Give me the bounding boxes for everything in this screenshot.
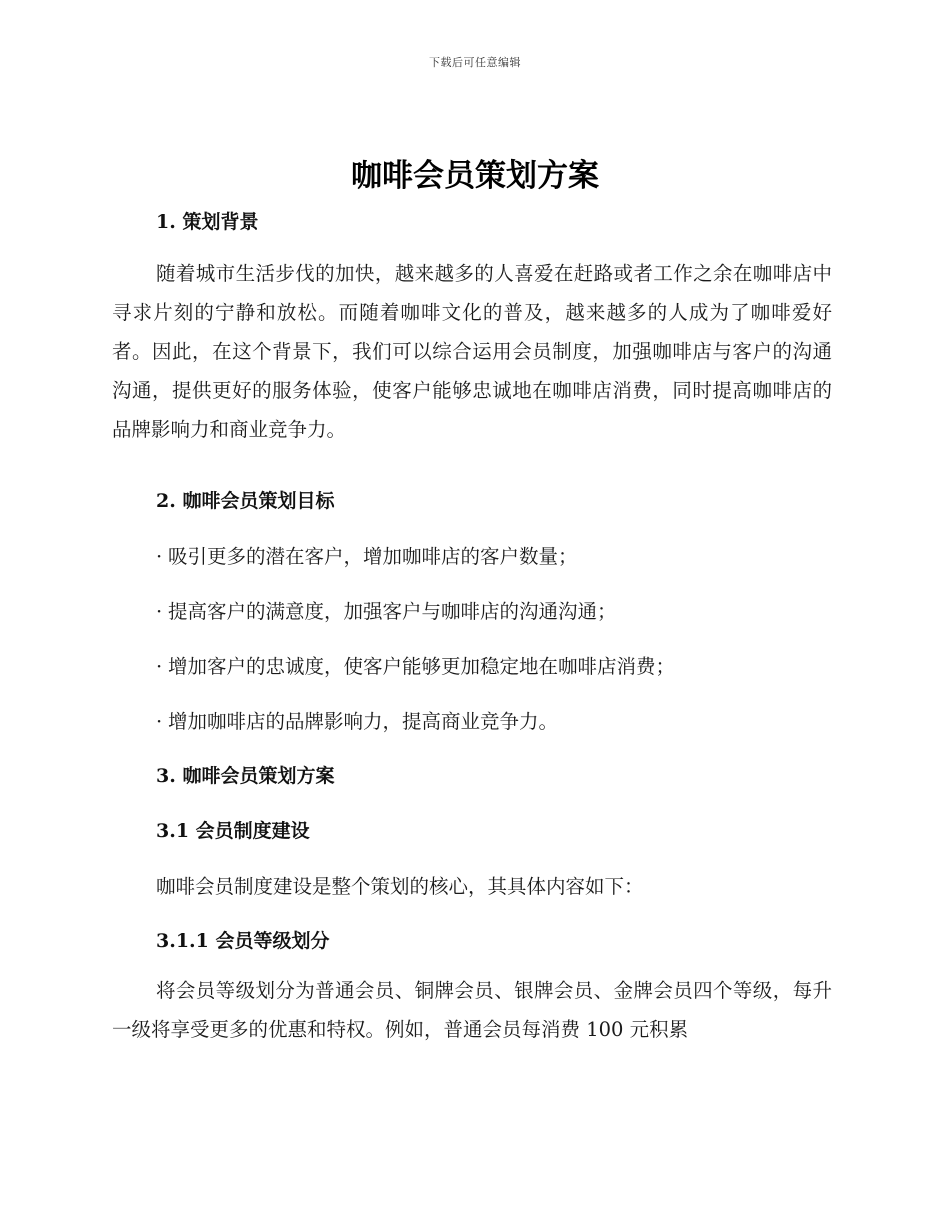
goal-list-item [156, 541, 578, 569]
goal-text: 增加咖啡店的品牌影响力，提高商业竞争力。 [168, 710, 559, 733]
subsection-heading-system: 3.1 会员制度建设 [156, 820, 310, 842]
section-heading-plan: 3. 咖啡会员策划方案 [156, 765, 335, 787]
section-heading-goals: 2. 咖啡会员策划目标 [156, 490, 335, 512]
goal-list-item [156, 651, 675, 679]
goal-text: 吸引更多的潜在客户，增加咖啡店的客户数量； [168, 545, 578, 568]
document-title: 咖啡会员策划方案 [351, 158, 599, 194]
goal-text: 增加客户的忠诚度，使客户能够更加稳定地在咖啡店消费； [168, 655, 676, 678]
bullet-dot-icon: · [156, 655, 163, 678]
subsection-heading-levels: 3.1.1 会员等级划分 [156, 930, 330, 952]
page-header-note: 下载后可任意编辑 [429, 56, 521, 69]
system-paragraph: 咖啡会员制度建设是整个策划的核心，其具体内容如下： [156, 875, 644, 898]
bullet-dot-icon: · [156, 600, 163, 623]
goal-list-item [156, 706, 558, 734]
bullet-dot-icon: · [156, 710, 163, 733]
background-paragraph: 随着城市生活步伐的加快，越来越多的人喜爱在赶路或者工作之余在咖啡店中寻求片刻的宁静和放松。而随着咖啡文化的普及，越来越多的人成为了咖啡爱好者。因此，在这个背景下，我们可以综合运用会员制度，加强咖啡店与客户的沟通沟通，提供更好的服务体验，使客户能够忠诚地在咖啡店消费，同时提高咖啡店的品牌影响力和商业竞争力。 [112, 262, 832, 441]
bullet-dot-icon: · [156, 545, 163, 568]
goal-text: 提高客户的满意度，加强客户与咖啡店的沟通沟通； [168, 600, 617, 623]
goal-list-item [156, 596, 617, 624]
section-heading-background: 1. 策划背景 [156, 211, 259, 233]
levels-paragraph: 将会员等级划分为普通会员、铜牌会员、银牌会员、金牌会员四个等级，每升一级将享受更多的优惠和特权。例如，普通会员每消费 100 元积累 [112, 979, 832, 1041]
